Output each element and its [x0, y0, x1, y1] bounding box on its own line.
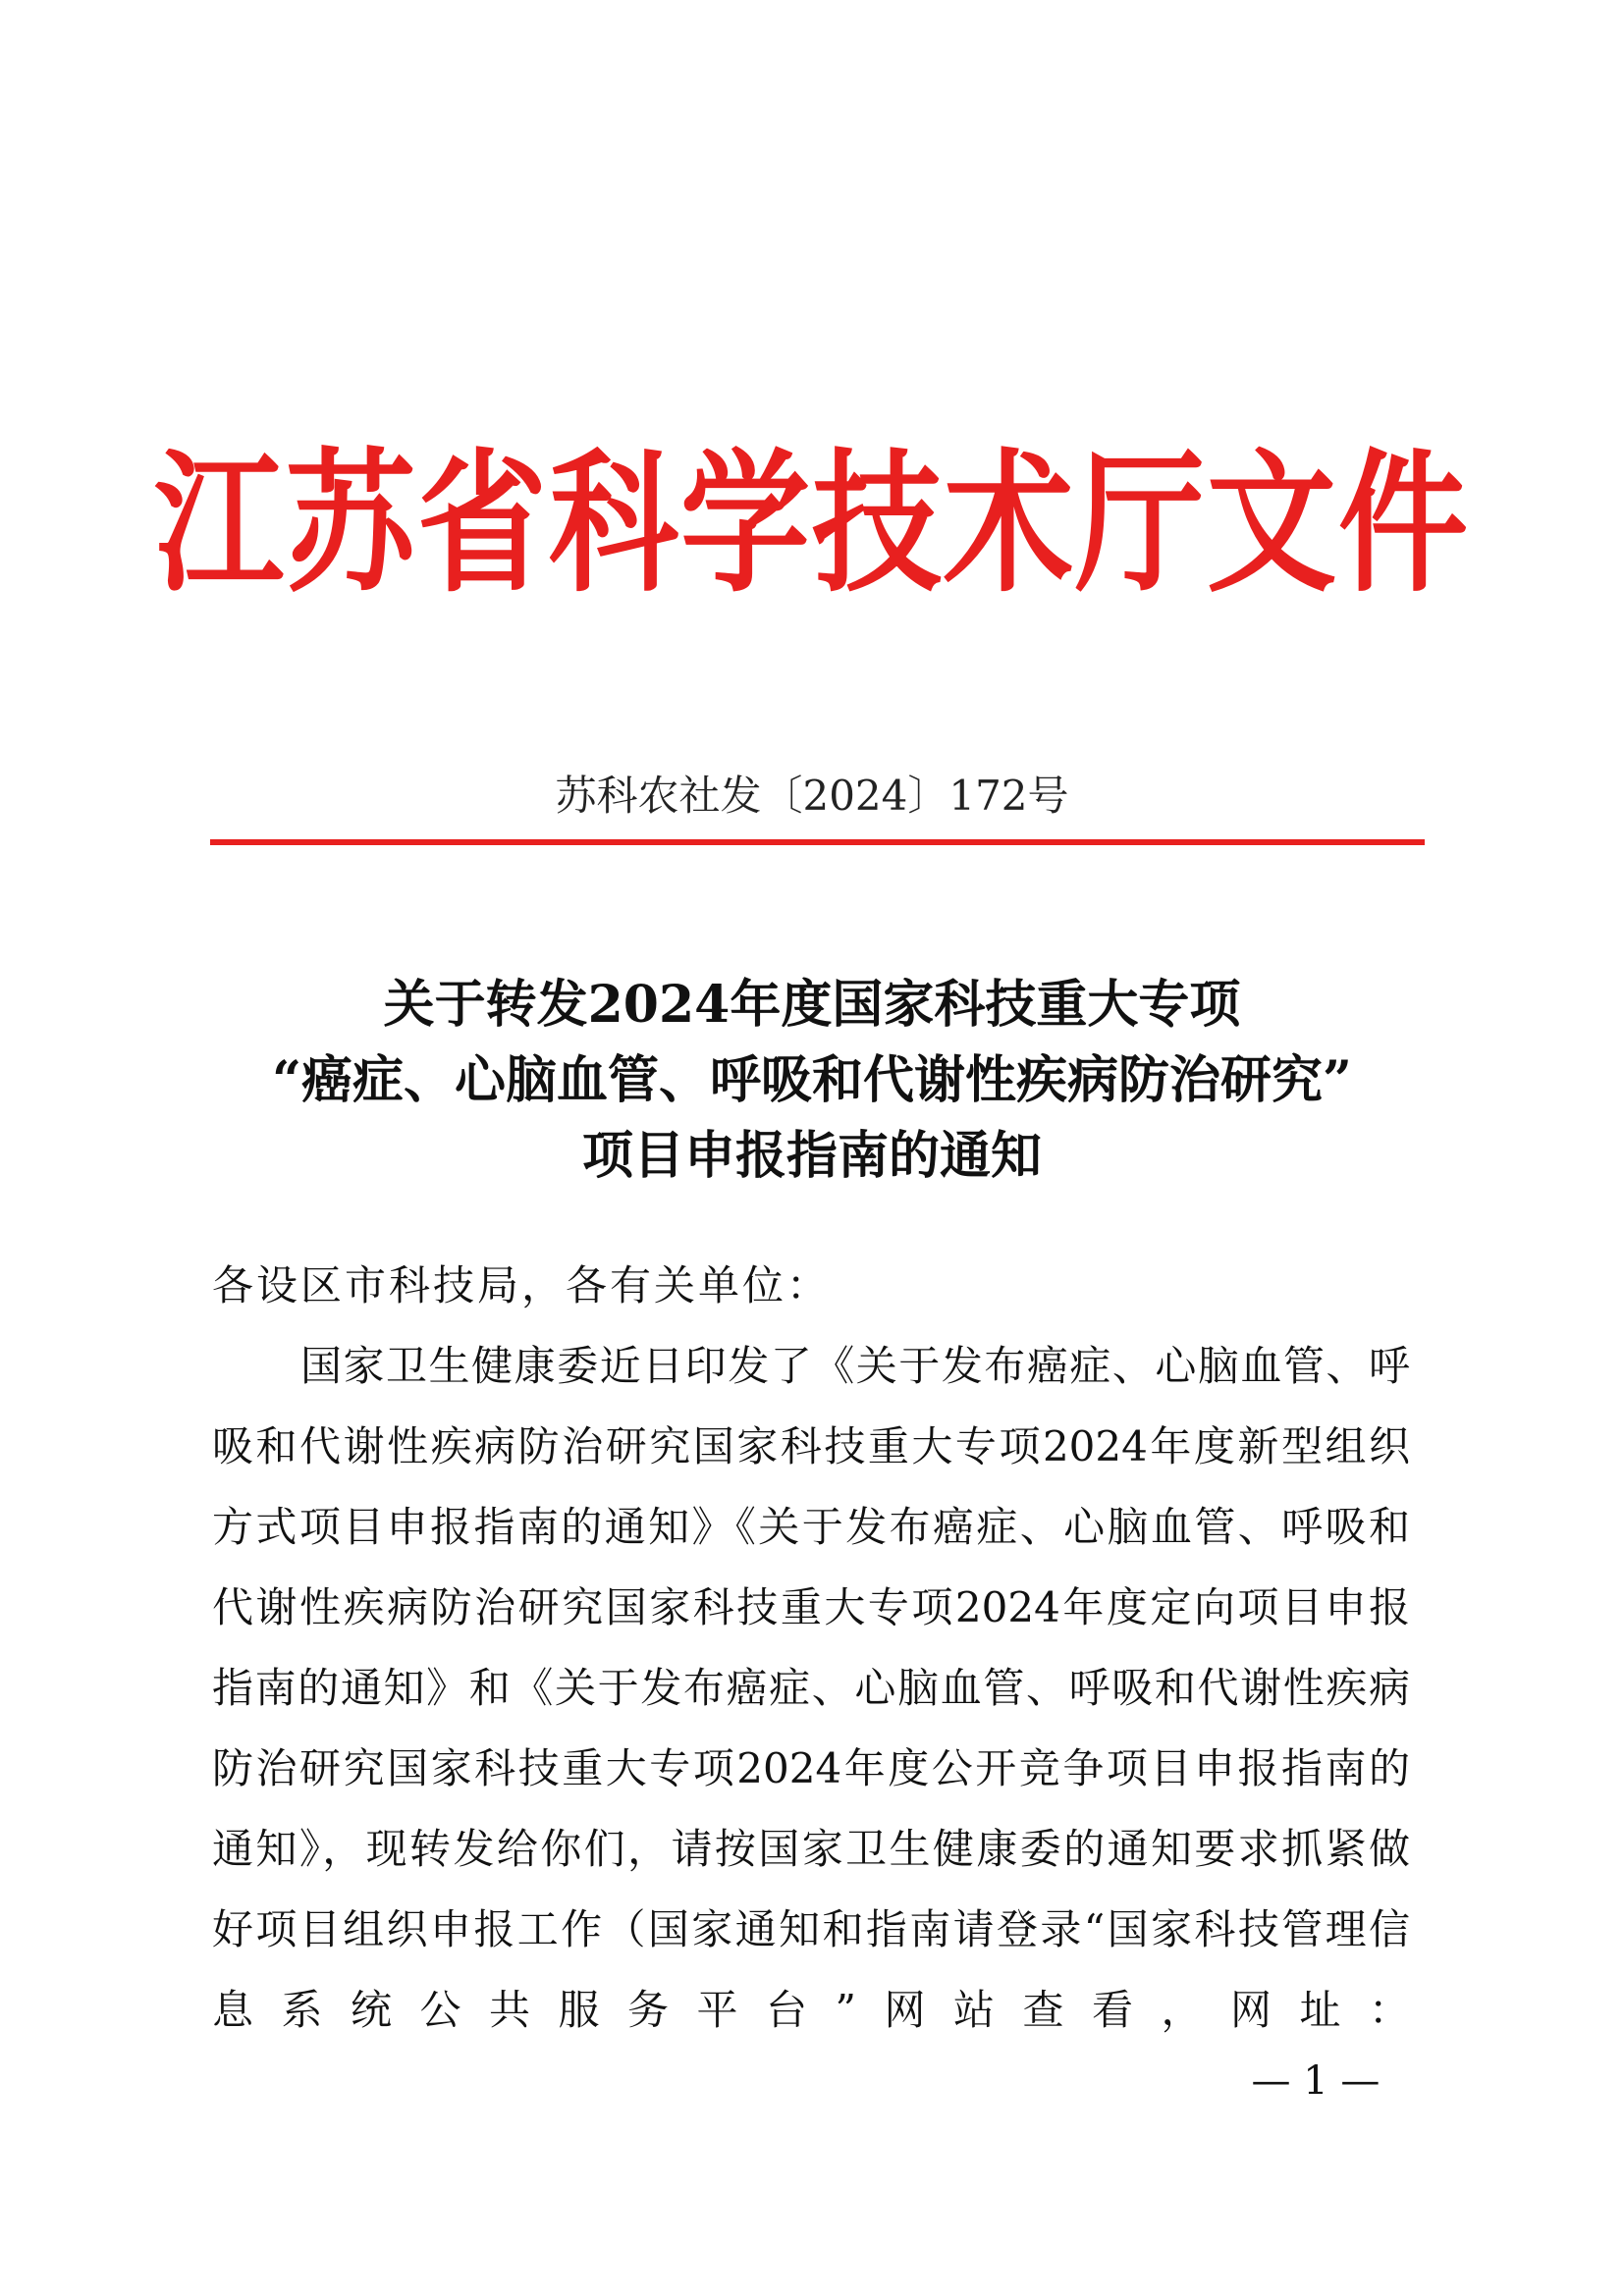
body-text-line: 吸和代谢性疾病防治研究国家科技重大专项2024年度新型组织 — [212, 1422, 1410, 1470]
document-number: 苏科农社发〔2024〕172号 — [555, 772, 1069, 820]
body-text-line: 好项目组织申报工作（国家通知和指南请登录“国家科技管理信 — [212, 1905, 1410, 1953]
body-text-line: 息系统公共服务平台”网站查看，网址： — [212, 1986, 1410, 2034]
body-text-line: 防治研究国家科技重大专项2024年度公开竞争项目申报指南的 — [212, 1744, 1410, 1792]
title-line-1: 关于转发2024年度国家科技重大专项 — [383, 975, 1241, 1035]
document-masthead: 江苏省科学技术厅文件 — [154, 435, 1470, 614]
title-line-3: 项目申报指南的通知 — [581, 1126, 1042, 1186]
body-text-line: 代谢性疾病防治研究国家科技重大专项2024年度定向项目申报 — [212, 1583, 1410, 1631]
body-text-line: 方式项目申报指南的通知》《关于发布癌症、心脑血管、呼吸和 — [212, 1503, 1410, 1551]
document-title — [0, 967, 1624, 1194]
red-divider-rule — [210, 839, 1425, 845]
body-text-line: 指南的通知》和《关于发布癌症、心脑血管、呼吸和代谢性疾病 — [212, 1664, 1410, 1712]
page-number: — 1 — — [1251, 2058, 1380, 2104]
salutation: 各设区市科技局，各有关单位： — [212, 1261, 832, 1309]
body-text-line: 国家卫生健康委近日印发了《关于发布癌症、心脑血管、呼 — [300, 1342, 1410, 1390]
body-text-line: 通知》，现转发给你们，请按国家卫生健康委的通知要求抓紧做 — [212, 1825, 1410, 1873]
title-line-2: “癌症、心脑血管、呼吸和代谢性疾病防治研究” — [272, 1050, 1352, 1110]
